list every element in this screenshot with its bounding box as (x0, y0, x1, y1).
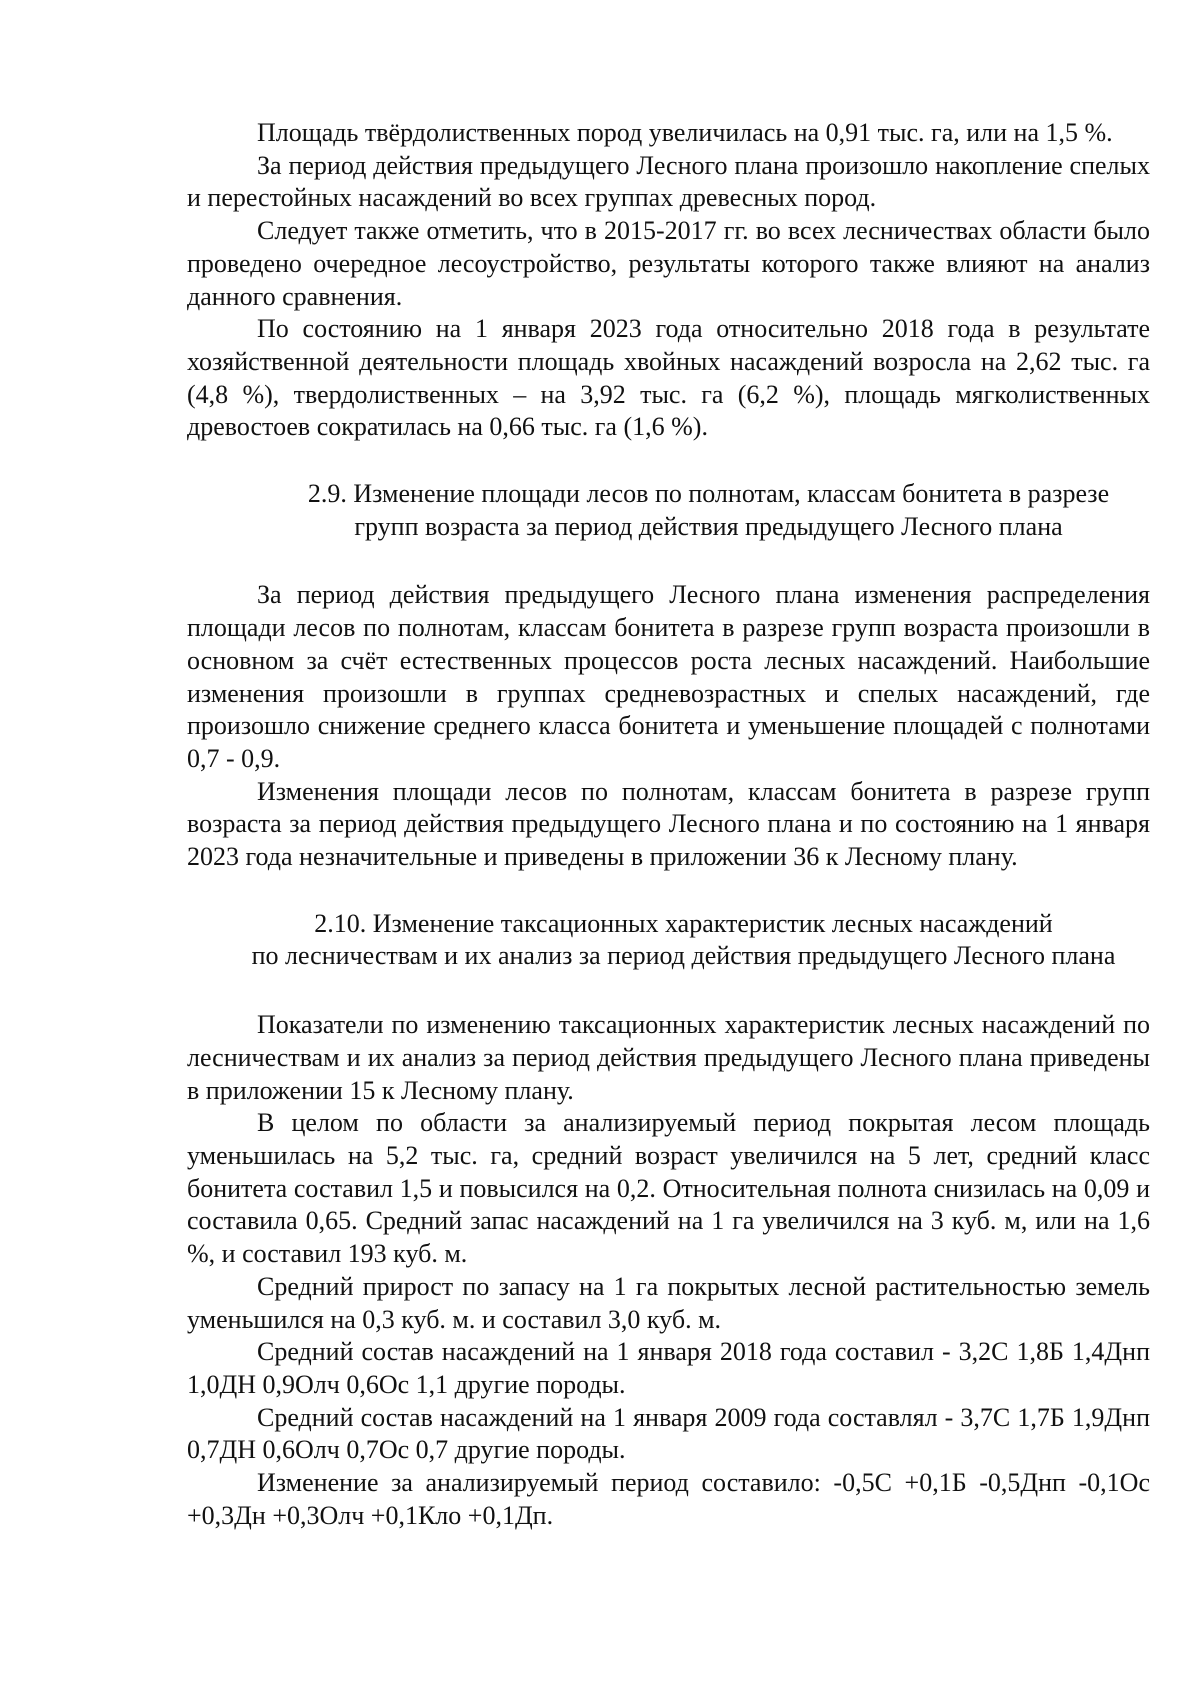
paragraph-2-10-overall: В целом по области за анализируемый период покрытая лесом площадь уменьшилась на 5,2 тыс. га, средний возраст увеличился на 5 лет, средний класс бонитета составил 1,5 и повысился на 0,2. Относительная полнота снизилась на 0,09 и составила 0,65. Средний запас насаждений на 1 га увеличился на 3 куб. м, или на 1,6 %, и составил 193 куб. м. (187, 1108, 1150, 1269)
section-heading-2-10-line2: по лесничествам и их анализ за период действия предыдущего Лесного плана (251, 941, 1116, 971)
paragraph-forest-inventory: Следует также отметить, что в 2015-2017 гг. во всех лесничествах области было проведено очередное лесоустройство, результаты которого также влияют на анализ данного сравнения. (187, 216, 1150, 311)
section-heading-2-9 (187, 478, 1150, 543)
paragraph-2-10-growth: Средний прирост по запасу на 1 га покрытых лесной растительностью земель уменьшился на 0,3 куб. м. и составил 3,0 куб. м. (187, 1271, 1150, 1334)
paragraph-mature-stands: За период действия предыдущего Лесного плана произошло накопление спелых и перестойных насаждений во всех группах древесных пород. (187, 150, 1150, 213)
section-heading-2-10-line1: 2.10. Изменение таксационных характеристик лесных насаждений (314, 908, 1053, 938)
section-heading-2-10 (187, 908, 1150, 973)
paragraph-2-10-indicators: Показатели по изменению таксационных характеристик лесных насаждений по лесничествам и их анализ за период действия предыдущего Лесного плана приведены в приложении 15 к Лесному плану. (187, 1010, 1150, 1105)
paragraph-2-10-change: Изменение за анализируемый период составило: -0,5С +0,1Б -0,5Днп -0,1Ос +0,3Дн +0,3Олч +0,1Кло +0,1Дп. (187, 1468, 1150, 1530)
paragraph-hardwood-area: Площадь твёрдолиственных пород увеличилась на 0,91 тыс. га, или на 1,5 %. (257, 118, 1113, 147)
section-heading-2-9-line1: 2.9. Изменение площади лесов по полнотам, классам бонитета в разрезе (307, 479, 1110, 509)
document-body (187, 117, 1150, 1532)
paragraph-2-10-composition-2009: Средний состав насаждений на 1 января 2009 года составлял - 3,7С 1,7Б 1,9Днп 0,7ДН 0,6Олч 0,7Ос 0,7 другие породы. (187, 1402, 1150, 1465)
paragraph-2-9-appendix: Изменения площади лесов по полнотам, классам бонитета в разрезе групп возраста за период действия предыдущего Лесного плана и по состоянию на 1 января 2023 года незначительные и приведены в приложении 36 к Лесному плану. (187, 776, 1150, 872)
paragraph-2-9-distribution: За период действия предыдущего Лесного плана изменения распределения площади лесов по полнотам, классам бонитета в разрезе групп возраста произошли в основном за счёт естественных процессов роста лесных насаждений. Наибольшие изменения произошли в группах средневозрастных и спелых насаждений, где произошло снижение среднего класса бонитета и уменьшение площадей с полнотами 0,7 - 0,9. (187, 580, 1150, 773)
paragraph-2-10-composition-2018: Средний состав насаждений на 1 января 2018 года составил - 3,2С 1,8Б 1,4Днп 1,0ДН 0,9Олч 0,6Ос 1,1 другие породы. (187, 1337, 1150, 1399)
paragraph-area-changes-2023: По состоянию на 1 января 2023 года относительно 2018 года в результате хозяйственной деятельности площадь хвойных насаждений возросла на 2,62 тыс. га (4,8 %), твердолиственных – на 3,92 тыс. га (6,2 %), площадь мягколиственных древостоев сократилась на 0,66 тыс. га (1,6 %). (187, 314, 1150, 442)
section-heading-2-9-line2: групп возраста за период действия предыдущего Лесного плана (354, 511, 1063, 541)
